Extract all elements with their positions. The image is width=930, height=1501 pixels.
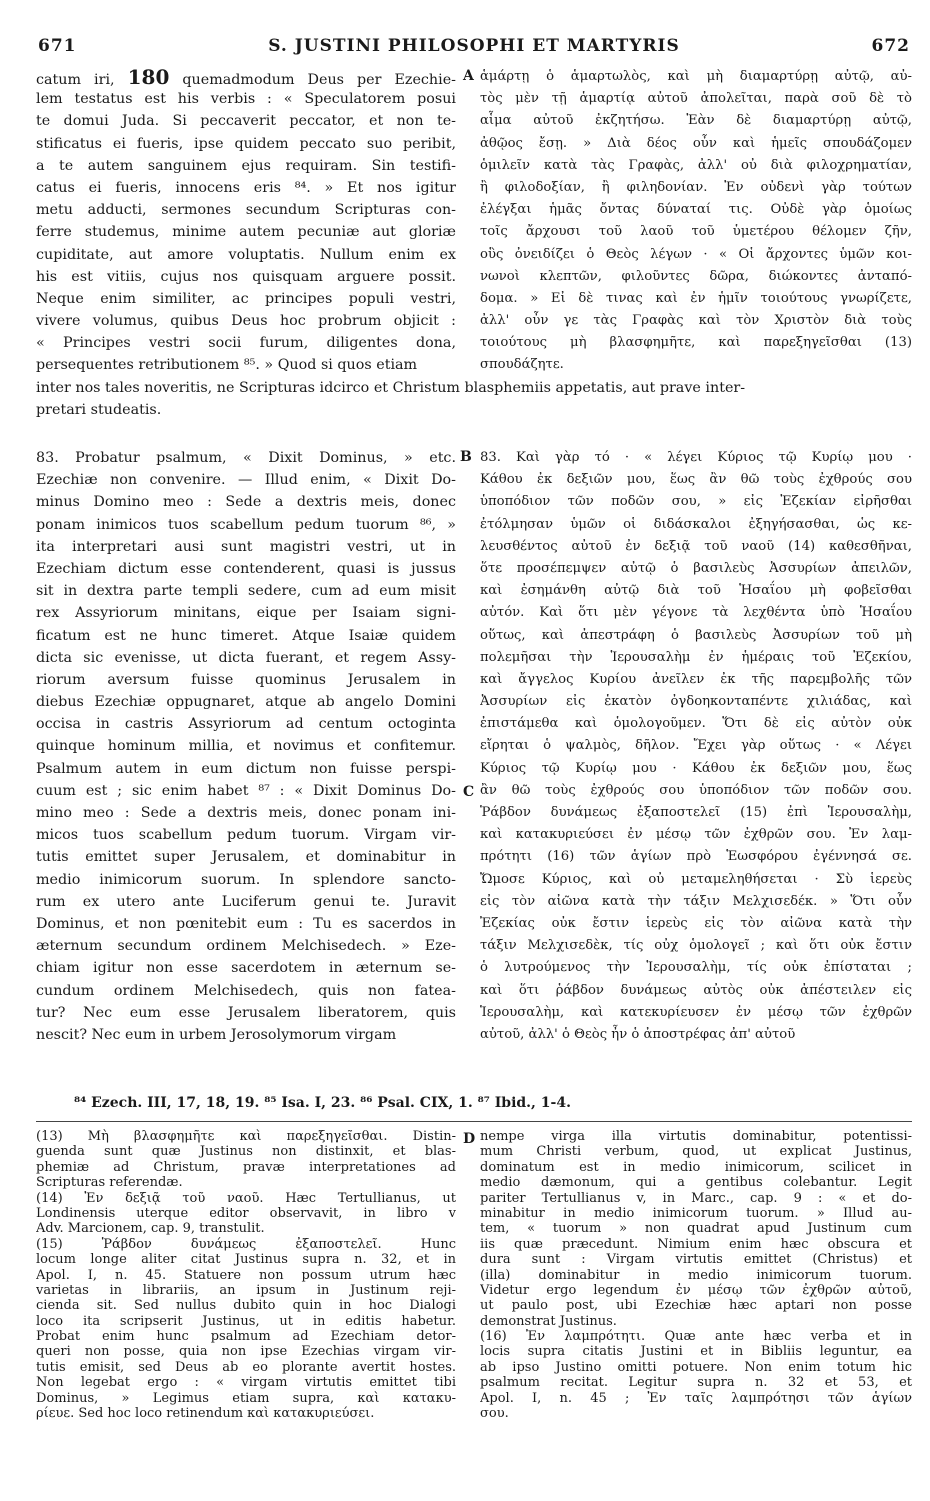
- footnote-line: loco ita scripserit Justinus, ut in editis habetur.: [36, 1313, 456, 1329]
- text-line: Ezechiæ non convenire. — Illud enim, « Dixit Do-: [36, 472, 456, 489]
- text-line: σπουδάζητε.: [480, 357, 564, 373]
- footnote-line: demonstrat Justinus.: [480, 1313, 617, 1329]
- text-line: chiam igitur non esse sacerdotem in æternum se-: [36, 960, 456, 977]
- footnote-line: medio dæmonum, qui a gentibus colebantur. Legit: [480, 1175, 912, 1191]
- text-line: λευσθέντος αὐτοῦ ἐν δεξιᾷ τοῦ ναοῦ (14) καθεσθῆναι,: [480, 538, 912, 554]
- footnote-line: mum Christi verbum, quod, ut explicat Justinus,: [480, 1144, 912, 1160]
- text-line: Dominus, et non pœnitebit eum : Tu es sacerdos in: [36, 915, 456, 932]
- footnote-line: nempe virga illa virtutis dominabitur, potentissi-: [480, 1129, 912, 1144]
- text-line: riorum aversum fuisse quominus Jerusalem in: [36, 671, 456, 688]
- text-line: νωνοὶ κλεπτῶν, φιλοῦντες δῶρα, διώκοντες ἀνταπό-: [480, 268, 912, 284]
- text-line: vivere volumus, quibus Deus hoc probrum objicit :: [36, 313, 456, 330]
- footnote-line: Dominus, » Legimus etiam supra, καὶ κατακυ-: [36, 1390, 456, 1406]
- text-line: Ἱερουσαλὴμ, καὶ κατεκυρίευσεν ἐν μέσῳ τῶν ἐχθρῶν: [480, 1004, 912, 1020]
- text-line: τοῖς ἄρχουσι τοῦ λαοῦ τοῦ ὑμετέρου θέλομεν ζῆν,: [480, 224, 912, 240]
- footnote-line: minabitur in medio inimicorum tuorum. » Illud au-: [480, 1205, 912, 1221]
- footnote-line: guenda sunt quæ Justinus non distinxit, et blas-: [36, 1144, 456, 1160]
- text-line: δομα. » Εἰ δὲ τινας καὶ ἐν ἡμῖν τοιούτους γνωρίζετε,: [480, 290, 912, 306]
- text-line: ὑποπόδιον τῶν ποδῶν σου, » εἰς Ἐζεκίαν εἰρῆσθαι: [480, 494, 912, 510]
- text-line: Psalmum autem in eum dictum non fuisse perspi-: [36, 760, 456, 777]
- greek-column-section-83: [480, 447, 912, 1046]
- footnote-line: (15) Ῥάβδον δυνάμεως ἐξαποστελεῖ. Hunc: [36, 1236, 456, 1252]
- scripture-references: ⁸⁴ Ezech. III, 17, 18, 19. ⁸⁵ Isa. I, 23. ⁸⁶ Psal. CIX, 1. ⁸⁷ Ibid., 1-4.: [74, 1095, 571, 1111]
- text-line: rex Assyriorum minitans, eique per Isaiam signi-: [36, 605, 456, 622]
- footnotes-left-column: [36, 1129, 456, 1421]
- text-line: καὶ ἐσημάνθη αὐτῷ διὰ τοῦ Ἡσαΐου μὴ φοβεῖσθαι: [480, 583, 912, 599]
- footnote-line: iis quæ præcedunt. Nimium enim hæc obscura et: [480, 1236, 912, 1252]
- footnote-separator: [36, 1121, 912, 1122]
- text-line: metu adducti, sermones secundum Scripturas con-: [36, 202, 456, 219]
- text-line: εἰς τὸν αἰῶνα κατὰ τὴν τάξιν Μελχισεδέκ. » Ὅτι οὖν: [480, 893, 912, 909]
- footnote-line: queri non posse, quia non ipse Ezechias virgam vir-: [36, 1344, 456, 1360]
- footnote-line: phemiæ ad Christum, pravæ interpretationes ad: [36, 1159, 456, 1175]
- text-line: οὕτως, καὶ ἀπεστράφη ὁ βασιλεὺς Ἀσσυρίων τοῦ μὴ: [480, 627, 912, 643]
- text-line: ἀλλ' οὖν γε τὰς Γραφὰς καὶ τὸν Χριστὸν διὰ τοὺς: [480, 313, 912, 329]
- footnote-line: Videtur ergo legendum ἐν μέσῳ τῶν ἐχθρῶν αὐτοῦ,: [480, 1282, 912, 1298]
- footnote-line: (14) Ἐν δεξιᾷ τοῦ ναοῦ. Hæc Tertullianus, ut: [36, 1190, 456, 1206]
- text-line: quinque hominum millia, et novimus et confitemur.: [36, 738, 456, 755]
- footnote-line: (illa) dominabitur in medio inimicorum tuorum.: [480, 1267, 912, 1283]
- text-line: 83. Probatur psalmum, « Dixit Dominus, » etc.: [36, 450, 456, 466]
- text-line: æternum secundum ordinem Melchisedech. » Eze-: [36, 938, 456, 955]
- text-line: cuum est ; sic enim habet ⁸⁷ : « Dixit Dominus Do-: [36, 782, 456, 799]
- text-line: ἁμάρτῃ ὁ ἁμαρτωλὸς, καὶ μὴ διαμαρτύρῃ αὐτῷ, αὐ-: [480, 69, 912, 84]
- text-line: ἐτόλμησαν ὑμῶν οἱ διδάσκαλοι ἐξηγήσασθαι, ὡς κε-: [480, 516, 912, 532]
- text-line: πρότητι (16) τῶν ἁγίων πρὸ Ἑωσφόρου ἐγέννησά σε.: [480, 849, 912, 865]
- text-line: pretari studeatis.: [36, 402, 162, 418]
- margin-letter-b: B: [460, 449, 472, 465]
- page-number-right: 672: [871, 36, 910, 56]
- text-line: ἢ φιλοδοξίαν, ἢ φιληδονίαν. Ἐν οὐδενὶ γὰρ τούτων: [480, 179, 912, 195]
- page-number-left: 671: [38, 36, 77, 56]
- text-line: tutis emittet super Jerusalem, et dominabitur in: [36, 849, 456, 866]
- text-line: dicta sic evenisse, ut dicta fuerant, et regem Assy-: [36, 649, 456, 666]
- footnote-line: (16) Ἐν λαμπρότητι. Quæ ante hæc verba et in: [480, 1329, 912, 1345]
- text-line: Κάθου ἐκ δεξιῶν μου, ἕως ἂν θῶ τοὺς ἐχθρούς σου: [480, 472, 912, 488]
- text-line: Ῥάβδον δυνάμεως ἐξαποστελεῖ (15) ἐπὶ Ἱερουσαλὴμ,: [480, 805, 912, 820]
- text-line: ἐπιστάμεθα καὶ ὁμολογοῦμεν. Ὅτι δὲ εἰς αὐτὸν οὐκ: [480, 716, 912, 732]
- latin-column-top: [36, 66, 456, 377]
- footnote-line: Apol. I, n. 45. Statuere non possum utrum hæc: [36, 1267, 456, 1283]
- text-line: καὶ ὅτι ῥάβδον δυνάμεως αὐτὸς οὐκ ἀπέστειλεν εἰς: [480, 982, 912, 998]
- footnote-line: dominatum est in medio inimicorum, scilicet in: [480, 1159, 912, 1175]
- full-width-continuation: [36, 377, 912, 421]
- footnotes-right-column: [480, 1129, 912, 1421]
- footnote-line: ut paulo post, ubi Ezechiæ hæc aptari non posse: [480, 1298, 912, 1314]
- text-line: stificatus ei fueris, ipse quidem peccato suo peribit,: [36, 135, 456, 152]
- text-line: ficatum est ne hunc timeret. Atque Isaiæ quidem: [36, 627, 456, 644]
- margin-letter-a: A: [463, 68, 474, 84]
- text-line: cundum ordinem Melchisedech, quis non fatea-: [36, 982, 456, 999]
- text-line: ferre studemus, minime autem pecuniæ aut gloriæ: [36, 224, 456, 241]
- margin-letter-c: C: [463, 784, 475, 800]
- text-line: nescit? Nec eum in urbem Jerosolymorum virgam: [36, 1026, 397, 1043]
- footnote-line: Probat enim hunc psalmum ad Ezechiam detor-: [36, 1329, 456, 1345]
- text-line: persequentes retributionem ⁸⁵. » Quod si quos etiam: [36, 357, 418, 374]
- text-line: καὶ κατακυριεύσει ἐν μέσῳ τῶν ἐχθρῶν σου. Ἐν λαμ-: [480, 827, 912, 843]
- text-line: τὸς μὲν τῇ ἁμαρτίᾳ αὐτοῦ ἀπολεῖται, παρὰ σοῦ δὲ τὸ: [480, 91, 912, 107]
- footnote-line: ab ipso Justino omitti potuere. Non enim totum hic: [480, 1359, 912, 1375]
- margin-letter-d: D: [463, 1131, 476, 1147]
- text-line: occisa in castris Assyriorum ad centum octoginta: [36, 716, 456, 733]
- text-line: tur? Nec eum esse Jerusalem liberatorem, quis: [36, 1004, 456, 1021]
- footnote-line: Adv. Marcionem, cap. 9, transtulit.: [36, 1221, 265, 1237]
- footnote-line: varietas in librariis, an ipsum in Justinum reji-: [36, 1282, 456, 1298]
- footnote-line: Apol. I, n. 45 ; Ἐν ταῖς λαμπρότησι τῶν ἁγίων: [480, 1390, 912, 1406]
- footnote-line: locis supra citatis Justini et in Bibliis leguntur, ea: [480, 1344, 912, 1360]
- text-line: ἐλέγξαι ἡμᾶς ὄντας δύναταί τις. Οὐδὲ γὰρ ὁμοίως: [480, 202, 912, 218]
- text-line: diebus Ezechiæ oppugnaret, atque ab angelo Domini: [36, 694, 456, 711]
- footnote-line: dura sunt : Virgam virtutis emittet (Christus) et: [480, 1252, 912, 1268]
- text-line: cupiditate, aut amore voluptatis. Nullum enim ex: [36, 246, 456, 263]
- text-line: αὐτοῦ, ἀλλ' ὁ Θεὸς ἦν ὁ ἀποστρέφας ἀπ' αὐτοῦ: [480, 1026, 796, 1042]
- footnote-line: σου.: [480, 1406, 509, 1422]
- text-line: εἴρηται ὁ ψαλμὸς, δῆλον. Ἔχει γὰρ οὕτως · « Λέγει: [480, 738, 912, 754]
- text-line: Ἀσσυρίων εἰς ἑκατὸν ὀγδοηκονταπέντε χιλιάδας, καὶ: [480, 694, 912, 710]
- text-line: sit in dextra parte templi sedere, cum ad eum misit: [36, 583, 456, 600]
- text-line: inter nos tales noveritis, ne Scripturas idcirco et Christum blasphemiis appetatis, aut prave inter-: [36, 380, 746, 396]
- text-line: ὅτε προσέπεμψεν αὐτῷ ὁ βασιλεὺς Ἀσσυρίων ἀπειλῶν,: [480, 560, 912, 576]
- text-line: 83. Καὶ γὰρ τό · « λέγει Κύριος τῷ Κυρίῳ μου ·: [480, 450, 912, 465]
- footnote-line: Non legebat ergo : « virgam virtutis emittet tibi: [36, 1375, 456, 1391]
- footnote-line: Londinensis uterque editor observavit, in libro v: [36, 1205, 456, 1221]
- text-line: ita interpretari ausi sunt magistri vestri, ut in: [36, 538, 456, 555]
- running-header: [38, 36, 910, 60]
- text-line: ὁ λυτρούμενος τὴν Ἱερουσαλὴμ, τίς οὐκ ἐπίσταται ;: [480, 960, 912, 976]
- footnote-line: psalmum recitat. Legitur supra n. 32 et 53, et: [480, 1375, 912, 1391]
- text-line: Κύριος τῷ Κυρίῳ μου · Κάθου ἐκ δεξιῶν μου, ἕως: [480, 760, 912, 776]
- text-line: αὐτόν. Καὶ ὅτι μὲν γέγονε τὰ λεχθέντα ὑπὸ Ἡσαΐου: [480, 605, 912, 621]
- footnote-line: Scripturas referendæ.: [36, 1175, 183, 1191]
- greek-column-top: [480, 66, 912, 377]
- footnote-line: tem, « tuorum » non quadrat apud Justinum cum: [480, 1221, 912, 1237]
- text-line: Neque enim similiter, ac principes populi vestri,: [36, 290, 456, 307]
- text-line: catus ei fueris, innocens eris ⁸⁴. » Et nos igitur: [36, 179, 456, 196]
- running-title: S. JUSTINI PHILOSOPHI ET MARTYRIS: [268, 36, 680, 56]
- text-line: te domui Juda. Si peccaverit peccator, et non te-: [36, 113, 456, 130]
- text-line: ὁμιλεῖν κατὰ τὰς Γραφὰς, ἀλλ' οὐ διὰ φιλοχρηματίαν,: [480, 157, 912, 173]
- text-line: Ἐζεκίας οὐκ ἔστιν ἱερεὺς εἰς τὸν αἰῶνα κατὰ τὴν: [480, 915, 912, 931]
- footnote-line: (13) Μὴ βλασφημῆτε καὶ παρεξηγεῖσθαι. Distin-: [36, 1129, 456, 1144]
- section-number: 180: [127, 66, 170, 89]
- footnote-line: cienda sit. Sed nullus dubito quin in hoc Dialogi: [36, 1298, 456, 1314]
- text-line: πολεμῆσαι τὴν Ἱερουσαλὴμ ἐν ἡμέραις τοῦ Ἐζεκίου,: [480, 649, 912, 665]
- text-line: Ὤμοσε Κύριος, καὶ οὐ μεταμεληθήσεται · Σὺ ἱερεὺς: [480, 871, 912, 887]
- text-line: « Principes vestri socii furum, diligentes dona,: [36, 335, 456, 352]
- text-line: ponam inimicos tuos scabellum pedum tuorum ⁸⁶, »: [36, 516, 456, 533]
- text-line: mino meo : Sede a dextris meis, donec ponam ini-: [36, 805, 456, 821]
- footnote-line: pariter Tertullianus v, in Marc., cap. 9 : « et do-: [480, 1190, 912, 1206]
- text-line: ἂν θῶ τοὺς ἐχθρούς σου ὑποπόδιον τῶν ποδῶν σου.: [480, 782, 912, 798]
- footnote-line: tutis emisit, sed Deus ab eo plorante avertit hostes.: [36, 1359, 456, 1375]
- text-line: Ezechiam dictum esse contenderent, quasi is jussus: [36, 560, 456, 577]
- text-line: τοιούτους μὴ βλασφημῆτε, καὶ παρεξηγεῖσθαι (13): [480, 335, 912, 351]
- latin-column-section-83: [36, 447, 456, 1046]
- footnote-line: ρίευε. Sed hoc loco retinendum καὶ κατακυριεύσει.: [36, 1406, 375, 1422]
- text-line: rum ex utero ante Luciferum genui te. Juravit: [36, 893, 456, 910]
- text-line: his est vitiis, cujus nos quisquam arguere possit.: [36, 268, 456, 285]
- text-line: αἷμα αὐτοῦ ἐκζητήσω. Ἐὰν δὲ διαμαρτύρῃ αὐτῷ,: [480, 113, 912, 129]
- text-line: ἀθῷος ἔσῃ. » Διὰ δέος οὖν καὶ ἡμεῖς σπουδάζομεν: [480, 135, 912, 151]
- text-line: a te autem sanguinem ejus requiram. Sin testifi-: [36, 157, 456, 174]
- text-line: medio inimicorum suorum. In splendore sancto-: [36, 871, 456, 888]
- text-line: micos tuos scabellum pedum tuorum. Virgam vir-: [36, 827, 456, 844]
- text-line: οὓς ὀνειδίζει ὁ Θεὸς λέγων · « Οἱ ἄρχοντες ὑμῶν κοι-: [480, 246, 912, 262]
- text-line: τάξιν Μελχισεδὲκ, τίς οὐχ ὁμολογεῖ ; καὶ ὅτι οὐκ ἔστιν: [480, 938, 912, 954]
- text-line: minus Domino meo : Sede a dextris meis, donec: [36, 494, 456, 511]
- text-line: lem testatus est his verbis : « Speculatorem posui: [36, 91, 456, 108]
- text-line: καὶ ἄγγελος Κυρίου ἀνεῖλεν ἐκ τῆς παρεμβολῆς τῶν: [480, 671, 912, 687]
- text-line: catum iri, 180 quemadmodum Deus per Ezechie-: [36, 66, 456, 89]
- footnote-line: locum longe aliter citat Justinus supra n. 32, et in: [36, 1252, 456, 1268]
